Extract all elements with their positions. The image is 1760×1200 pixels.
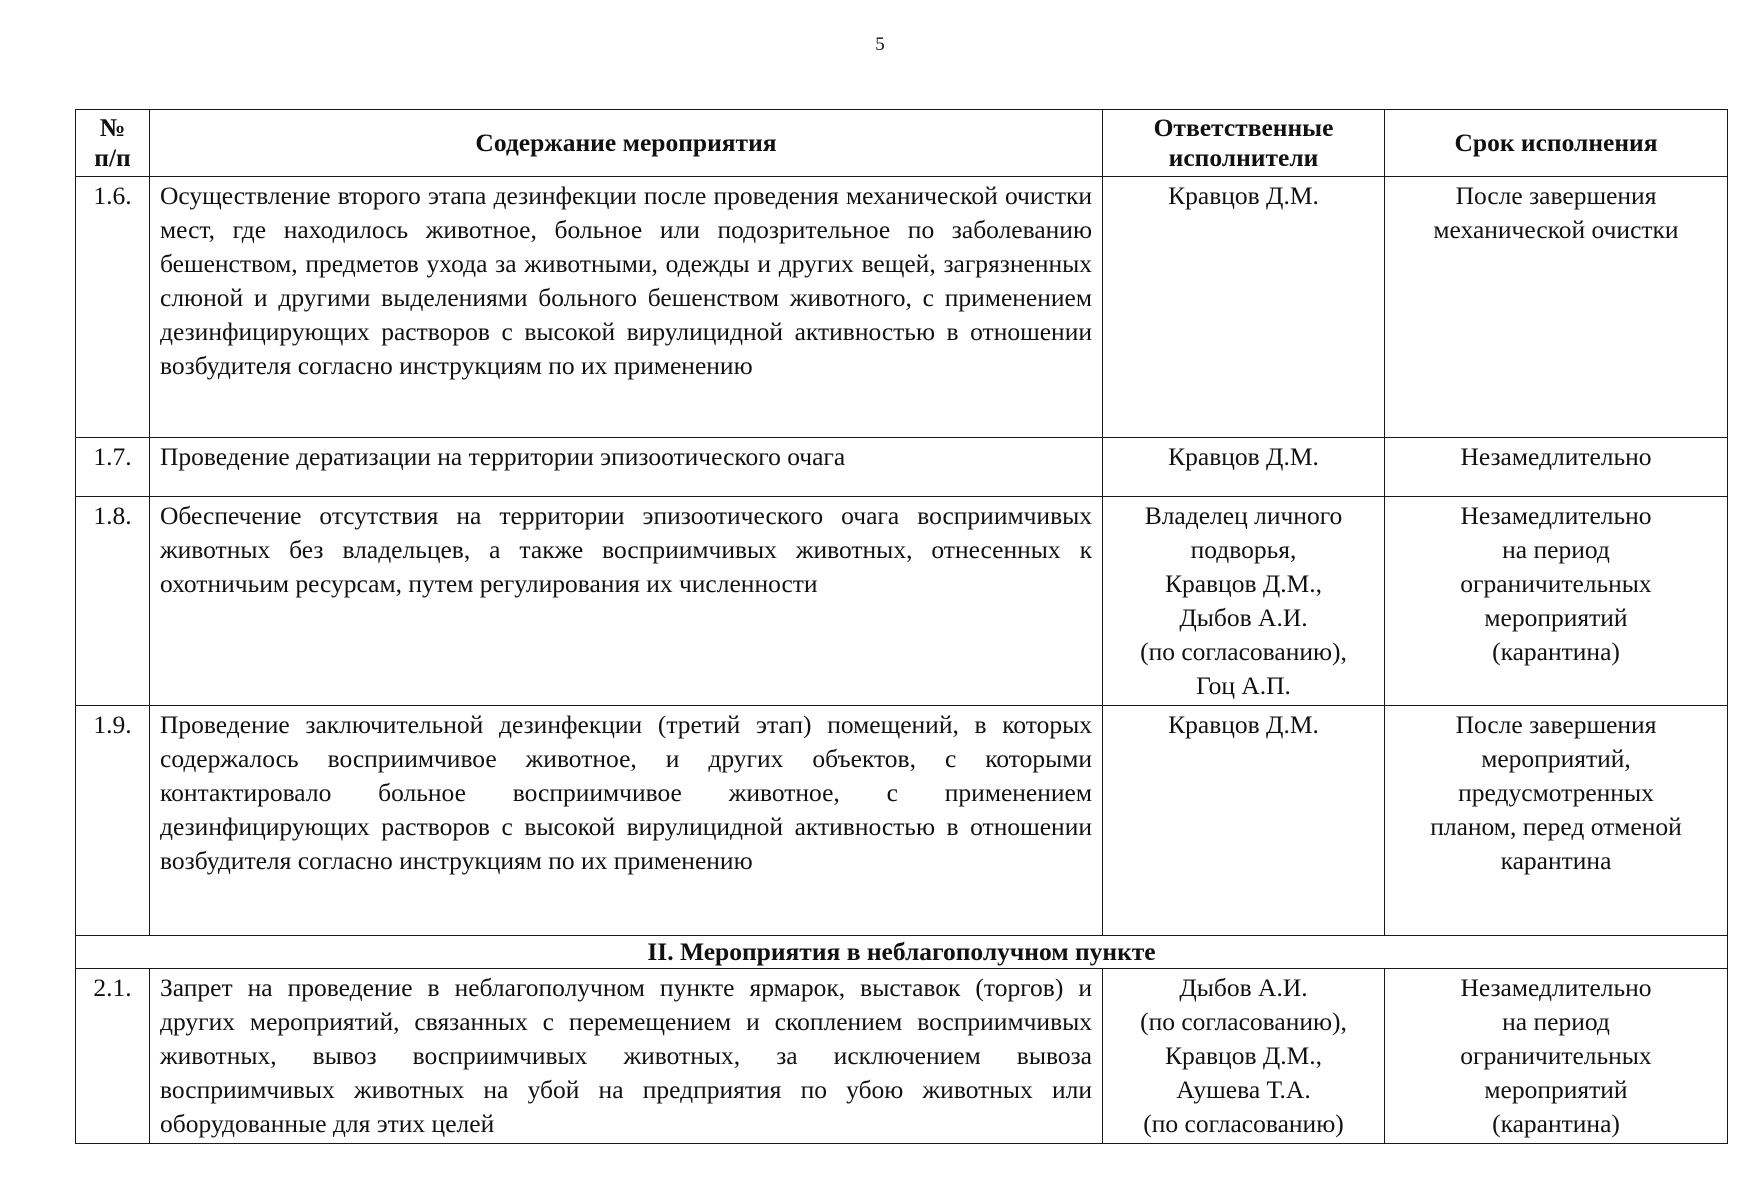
measures-table xyxy=(75,109,1728,1144)
table-header-row xyxy=(76,110,1728,177)
row-content: Проведение заключительной дезинфекции (третий этап) помещений, в которых содержалось восприимчивое животное, и других объектов, с которыми контактировало больное восприимчивое животное, с применением дезинфицирующих растворов с высокой вирулицидной активностью в отношении возбудителя согласно инструкциям по их применению xyxy=(150,706,1103,936)
row-responsible: Дыбов А.И. (по согласованию), Кравцов Д.М., Аушева Т.А. (по согласованию) xyxy=(1103,969,1385,1144)
row-responsible: Кравцов Д.М. xyxy=(1103,438,1385,497)
row-content: Запрет на проведение в неблагополучном пункте ярмарок, выставок (торгов) и других мероприятий, связанных с перемещением и скоплением восприимчивых животных, вывоз восприимчивых животных, за исключением вывоза восприимчивых животных на убой на предприятия по убою животных или оборудованные для этих целей xyxy=(150,969,1103,1144)
section-heading: II. Мероприятия в неблагополучном пункте xyxy=(76,936,1728,969)
header-content: Содержание мероприятия xyxy=(150,110,1103,177)
header-deadline: Срок исполнения xyxy=(1385,110,1728,177)
row-content: Обеспечение отсутствия на территории эпизоотического очага восприимчивых животных без владельцев, а также восприимчивых животных, отнесенных к охотничьим ресурсам, путем регулирования их численности xyxy=(150,497,1103,706)
row-deadline: Незамедлительно на период ограничительных мероприятий (карантина) xyxy=(1385,497,1728,706)
row-responsible: Владелец личного подворья, Кравцов Д.М., Дыбов А.И. (по согласованию), Гоц А.П. xyxy=(1103,497,1385,706)
row-number: 1.7. xyxy=(76,438,150,497)
row-responsible: Кравцов Д.М. xyxy=(1103,177,1385,438)
table-row xyxy=(76,177,1728,438)
row-deadline: После завершения мероприятий, предусмотренных планом, перед отменой карантина xyxy=(1385,706,1728,936)
table-row xyxy=(76,706,1728,936)
table-row xyxy=(76,497,1728,706)
row-responsible: Кравцов Д.М. xyxy=(1103,706,1385,936)
row-number: 1.6. xyxy=(76,177,150,438)
row-number: 2.1. xyxy=(76,969,150,1144)
row-deadline: Незамедлительно на период ограничительных мероприятий (карантина) xyxy=(1385,969,1728,1144)
row-content: Проведение дератизации на территории эпизоотического очага xyxy=(150,438,1103,497)
row-number: 1.9. xyxy=(76,706,150,936)
header-num: № п/п xyxy=(76,110,150,177)
row-number: 1.8. xyxy=(76,497,150,706)
page-number: 5 xyxy=(875,34,885,55)
table-row xyxy=(76,438,1728,497)
table-row xyxy=(76,969,1728,1144)
section-row xyxy=(76,936,1728,969)
row-deadline: Незамедлительно xyxy=(1385,438,1728,497)
row-deadline: После завершения механической очистки xyxy=(1385,177,1728,438)
row-content: Осуществление второго этапа дезинфекции после проведения механической очистки мест, где находилось животное, больное или подозрительное по заболеванию бешенством, предметов ухода за животными, одежды и других вещей, загрязненных слюной и другими выделениями больного бешенством животного, с применением дезинфицирующих растворов с высокой вирулицидной активностью в отношении возбудителя согласно инструкциям по их применению xyxy=(150,177,1103,438)
header-responsible: Ответственные исполнители xyxy=(1103,110,1385,177)
